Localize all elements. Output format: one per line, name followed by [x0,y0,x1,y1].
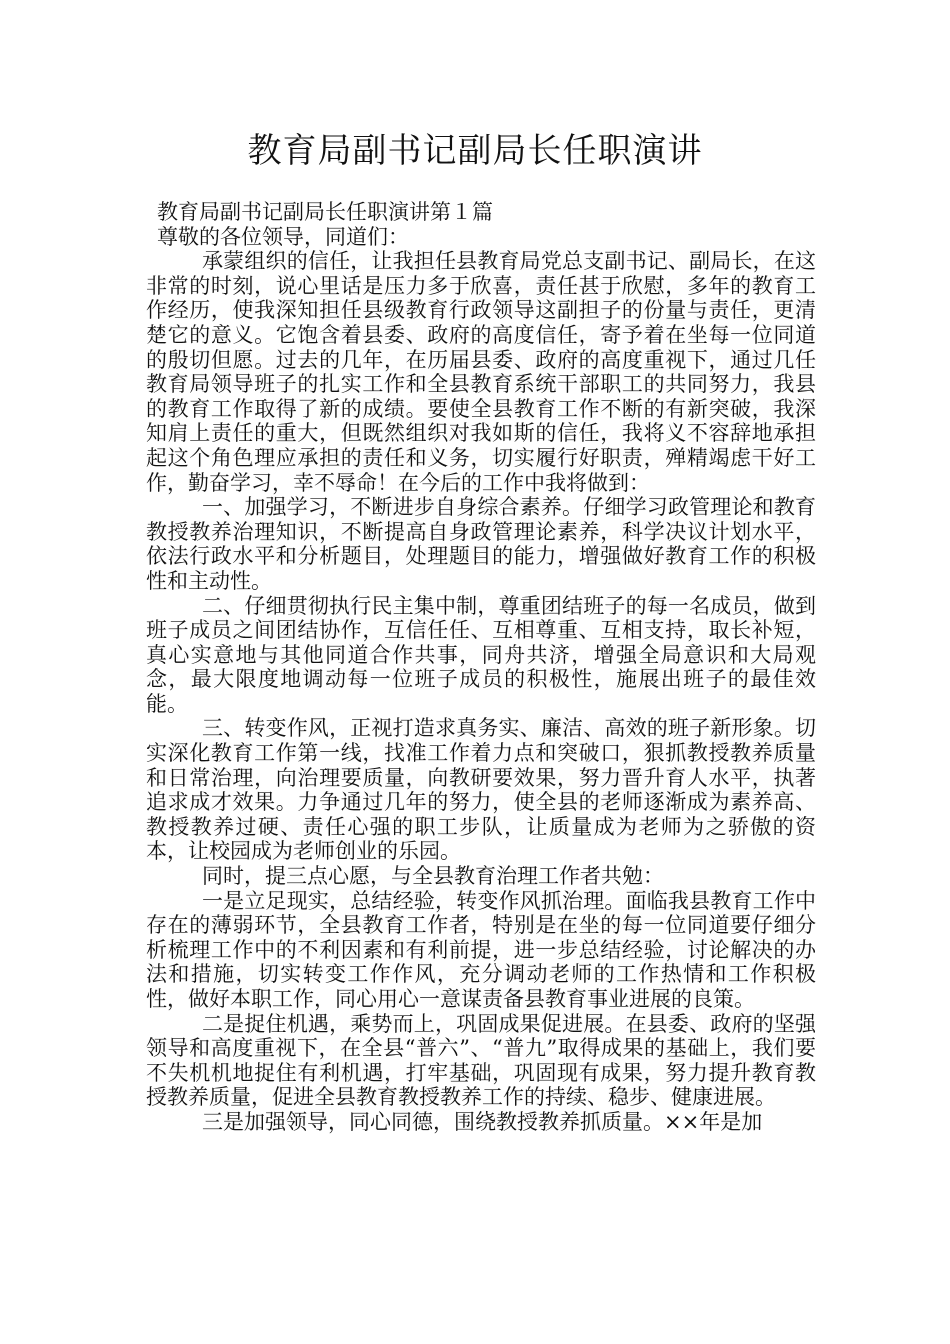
document-body [146,200,816,1135]
paragraph: 一、加强学习，不断进步自身综合素养。仔细学习政管理论和教育教授教养治理知识，不断提高自身政管理论素养，科学决议计划水平，依法行政水平和分析题目，处理题目的能力，增强做好教育工作的积极性和主动性。 [146,495,816,593]
document-title: 教育局副书记副局长任职演讲 [247,131,703,171]
paragraph: 同时，提三点心愿，与全县教育治理工作者共勉： [202,864,664,889]
document-subtitle: 教育局副书记副局长任职演讲第１篇 [157,200,493,224]
paragraph: 三是加强领导，同心同德，围绕教授教养抓质量。××年是加 [202,1109,763,1134]
paragraph: 承蒙组织的信任，让我担任县教育局党总支副书记、副局长，在这非常的时刻，说心里话是压力多于欣喜，责任甚于欣慰，多年的教育工作经历，使我深知担任县级教育行政领导这副担子的份量与责任，更清楚它的意义。它饱含着县委、政府的高度信任，寄予着在坐每一位同道的殷切但愿。过去的几年，在历届县委、政府的高度重视下，通过几任教育局领导班子的扎实工作和全县教育系统干部职工的共同努力，我县的教育工作取得了新的成绩。要使全县教育工作不断的有新突破，我深知肩上责任的重大，但既然组织对我如斯的信任，我将义不容辞地承担起这个角色理应承担的责任和义务，切实履行好职责，殚精竭虑干好工作，勤奋学习，幸不辱命！在今后的工作中我将做到： [146,249,816,495]
paragraph: 一是立足现实，总结经验，转变作风抓治理。面临我县教育工作中存在的薄弱环节，全县教育工作者，特别是在坐的每一位同道要仔细分析梳理工作中的不利因素和有利前提，进一步总结经验，讨论解决的办法和措施，切实转变工作作风，充分调动老师的工作热情和工作积极性，做好本职工作，同心用心一意谋责备县教育事业进展的良策。 [146,888,816,1011]
salutation: 尊敬的各位领导，同道们： [157,224,409,249]
paragraph: 二、仔细贯彻执行民主集中制，尊重团结班子的每一名成员，做到班子成员之间团结协作，互信任任、互相尊重、互相支持，取长补短，真心实意地与其他同道合作共事，同舟共济，增强全局意识和大局观念，最大限度地调动每一位班子成员的积极性，施展出班子的最佳效能。 [146,593,816,716]
paragraph: 三、转变作风，正视打造求真务实、廉洁、高效的班子新形象。切实深化教育工作第一线，找准工作着力点和突破口，狠抓教授教养质量和日常治理，向治理要质量，向教研要效果，努力晋升育人水平，执著追求成才效果。力争通过几年的努力，使全县的老师逐渐成为素养高、教授教养过硬、责任心强的职工步队，让质量成为老师为之骄傲的资本，让校园成为老师创业的乐园。 [146,716,816,864]
paragraph: 二是捉住机遇，乘势而上，巩固成果促进展。在县委、政府的坚强领导和高度重视下，在全县“普六”、“普九”取得成果的基础上，我们要不失机机地捉住有利机遇，打牢基础，巩固现有成果，努力提升教育教授教养质量，促进全县教育教授教养工作的持续、稳步、健康进展。 [146,1011,816,1110]
